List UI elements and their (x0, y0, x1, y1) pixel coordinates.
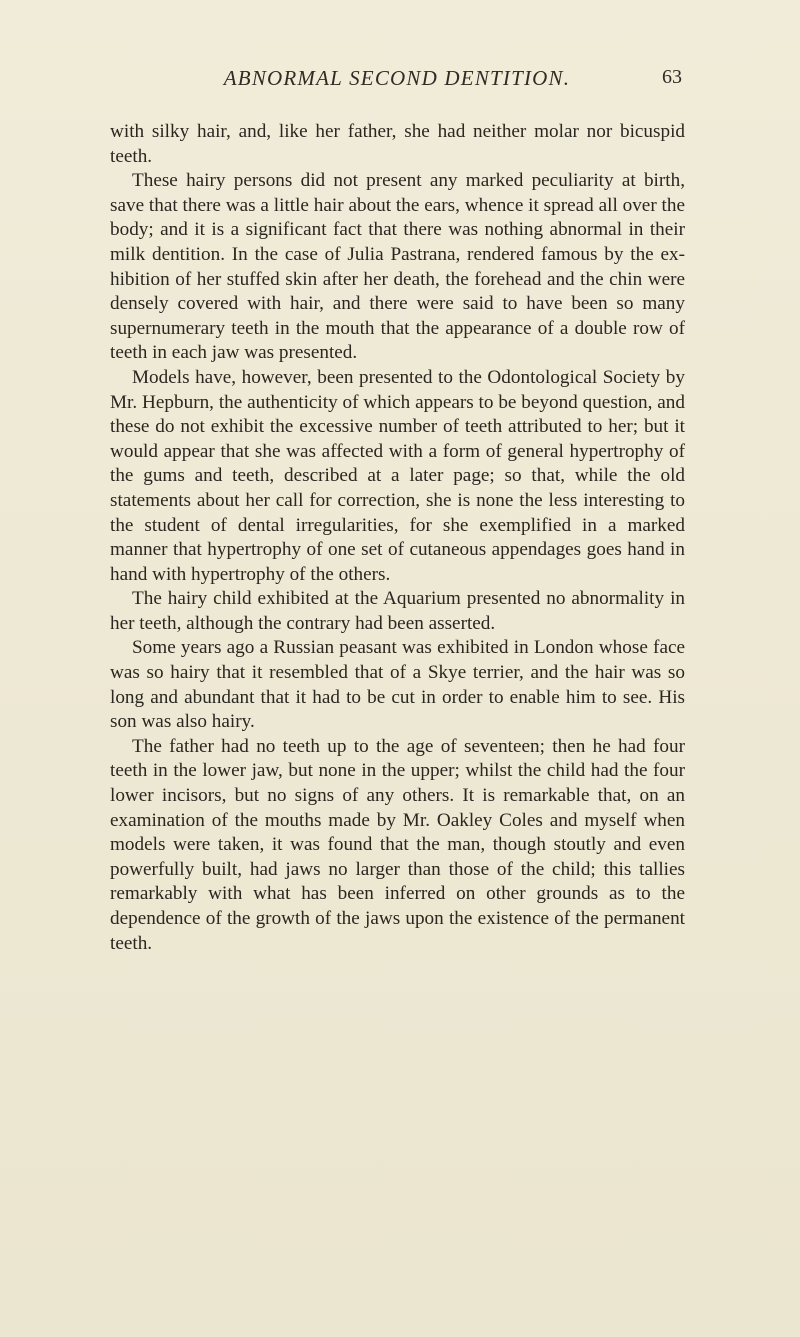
paragraph-models: Models have, however, been presented to the Odontological Society by Mr. Hepburn, the authenticity of which appears to be beyond question, and these do not exhibit the excessive number of teeth attributed to her; but it would appear that she was affected with a form of general hypertrophy of the gums and teeth, described at a later page; so that, while the old statements about her call for correction, she is none the less interesting to the student of dental irregularities, for she exemplified in a marked manner that hypertrophy of one set of cutaneous appendages goes hand in hand with hypertrophy of the others. (110, 366, 685, 585)
paragraph-father-teeth: The father had no teeth up to the age of seventeen; then he had four teeth in the lower jaw, but none in the upper; whilst the child had the four lower incisors, but no signs of any others. It is remarkable that, on an examination of the mouths made by Mr. Oakley Coles and myself when models were taken, it was found that the man, though stoutly and even powerfully built, had jaws no larger than those of the child; this tallies remarkably with what has been inferred on other grounds as to the dependence of the growth of the jaws upon the existence of the permanent teeth. (110, 735, 685, 954)
paragraph-russian-peasant: Some years ago a Russian peasant was exhibited in London whose face was so hairy that it resembled that of a Skye terrier, and the hair was so long and abundant that it had to be cut in order to enable him to see. His son was also hairy. (110, 637, 685, 733)
body-text (110, 120, 685, 956)
paragraph-hairy-persons: These hairy persons did not present any marked peculiarity at birth, save that there was a little hair about the ears, whence it spread all over the body; and it is a significant fact that there was nothing abnormal in their milk dentition. In the case of Julia Pastrana, rendered famous by the exhibition of her stuffed skin after her death, the forehead and the chin were densely covered with hair, and there were said to have been so many supernumerary teeth in the mouth that the appearance of a double row of teeth in each jaw was presented. (110, 170, 685, 364)
paragraph-aquarium-child: The hairy child exhibited at the Aquarium presented no abnormality in her teeth, although the contrary had been asserted. (110, 588, 685, 634)
paragraph-continuation: with silky hair, and, like her father, she had neither molar nor bicuspid teeth. (110, 121, 685, 167)
running-title: ABNORMAL SECOND DENTITION. (223, 66, 571, 90)
running-head (112, 66, 682, 96)
page-number: 63 (662, 66, 682, 88)
